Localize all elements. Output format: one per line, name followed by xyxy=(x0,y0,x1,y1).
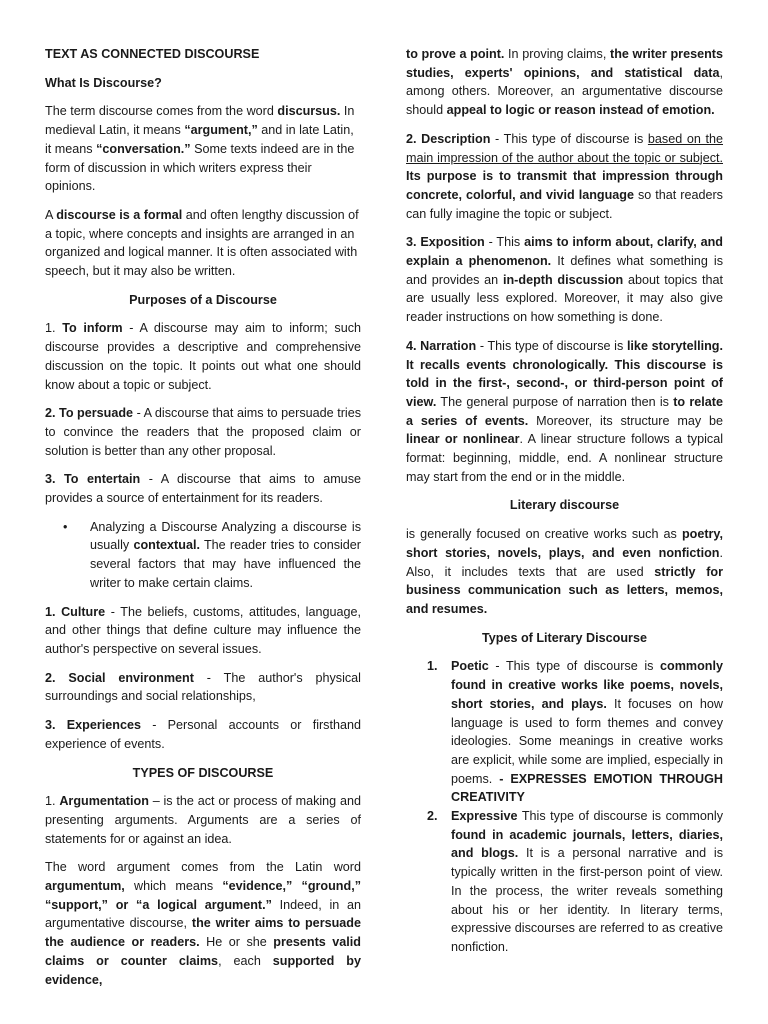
type-description: 2. Description - This type of discourse is based on the main impression of the author about the topic or subject. Its purpose is to transmit that impression through concrete, colorful, and vivid language so that readers can fully imagine the topic or subject. xyxy=(406,131,723,221)
purpose-persuade: 2. To persuade - A discourse that aims to persuade tries to convince the readers that the proposed claim or solution is better than any other proposal. xyxy=(45,406,361,458)
purposes-heading: Purposes of a Discourse xyxy=(129,292,277,307)
type-exposition: 3. Exposition - This aims to inform about, clarify, and explain a phenomenon. It defines what something is and provides an in-depth discussion about topics that are usually less explored. Moreover, it may also give reader instructions on how something is done. xyxy=(406,235,724,325)
literary-discourse-paragraph: is generally focused on creative works such as poetry, short stories, novels, plays, and even nonfiction. Also, it includes texts that are used strictly for business communication such as letters, memos, and resumes. xyxy=(406,527,723,616)
argumentum-paragraph: The word argument comes from the Latin word argumentum, which means “evidence,” “ground,” “support,” or “a logical argument.” Indeed, in an argumentative discourse, the writer aims to persuade the audience or readers. He or she presents valid claims or counter claims, each supported by evidence, xyxy=(45,860,361,987)
formal-discourse-paragraph: A discourse is a formal and often lengthy discussion of a topic, where concepts and insights are arranged in an organized and logical manner. It is often associated with speech, but it may also be written. xyxy=(45,207,359,279)
list-item-poetic: 1. Poetic - This type of discourse is commonly found in creative works like poems, novels, short stories, and plays. It focuses on how language is used to form themes and convey ideologies. Some meanings in creative works are explicit, while some are implied, especially in poems. - EXPRESSES EMOTION THROUGH CREATIVITY xyxy=(427,659,723,805)
literary-discourse-heading: Literary discourse xyxy=(509,498,620,513)
definition-paragraph: The term discourse comes from the word discursus. In medieval Latin, it means “argument,” and in late Latin, it means “conversation.” Some texts indeed are in the form of discussion in which writers express their opinions. xyxy=(45,104,355,194)
types-of-discourse-heading: TYPES OF DISCOURSE xyxy=(132,765,274,780)
factor-social-environment: 2. Social environment - The author's physical surroundings and social relationships, xyxy=(45,670,361,704)
types-of-literary-discourse-heading: Types of Literary Discourse xyxy=(482,630,647,645)
argumentation-continued: to prove a point. In proving claims, the writer presents studies, experts' opinions, and statistical data, among others. Moreover, an argumentative discourse should appeal to logic or reason instead of emotion. xyxy=(406,47,723,118)
what-is-discourse-heading: What Is Discourse? xyxy=(45,75,162,90)
document-title: TEXT AS CONNECTED DISCOURSE xyxy=(45,47,260,61)
left-column xyxy=(45,45,361,999)
factor-experiences: 3. Experiences - Personal accounts or firsthand experience of events. xyxy=(45,718,361,751)
type-argumentation: 1. Argumentation – is the act or process of making and presenting arguments. Arguments are a series of statements for or against an idea. xyxy=(45,794,361,846)
bullet-icon: • xyxy=(63,519,68,534)
list-item-expressive: 2. Expressive This type of discourse is commonly found in academic journals, letters, diaries, and blogs. It is a personal narrative and is typically written in the first-person point of view. In the process, the writer reveals something about his or her identity. In literary terms, expressive discourses are referred to as creative nonfiction. xyxy=(427,809,724,954)
list-item: • Analyzing a Discourse Analyzing a discourse is usually contextual. The reader tries to consider several factors that may have influenced the writer to make certain claims. xyxy=(63,519,361,590)
factor-culture: 1. Culture - The beliefs, customs, attitudes, language, and other things that define culture may influence the author's perspective on several issues. xyxy=(45,604,361,656)
literary-types-list xyxy=(406,657,723,956)
purpose-inform: 1. To inform - A discourse may aim to inform; such discourse provides a descriptive and comprehensive discussion on the topic. It points out what one should know about a topic or subject. xyxy=(45,321,361,392)
analysis-bullet-list xyxy=(45,518,361,593)
purpose-entertain: 3. To entertain - A discourse that aims to amuse provides a source of entertainment for its readers. xyxy=(45,472,361,506)
type-narration: 4. Narration - This type of discourse is like storytelling. It recalls events chronologically. This discourse is told in the first-, second-, or third-person point of view. The general purpose of narration then is to relate a series of events. Moreover, its structure may be linear or nonlinear. A linear structure follows a typical format: beginning, middle, end. A nonlinear structure may start from the end or in the middle. xyxy=(406,338,723,484)
right-column xyxy=(406,45,723,957)
